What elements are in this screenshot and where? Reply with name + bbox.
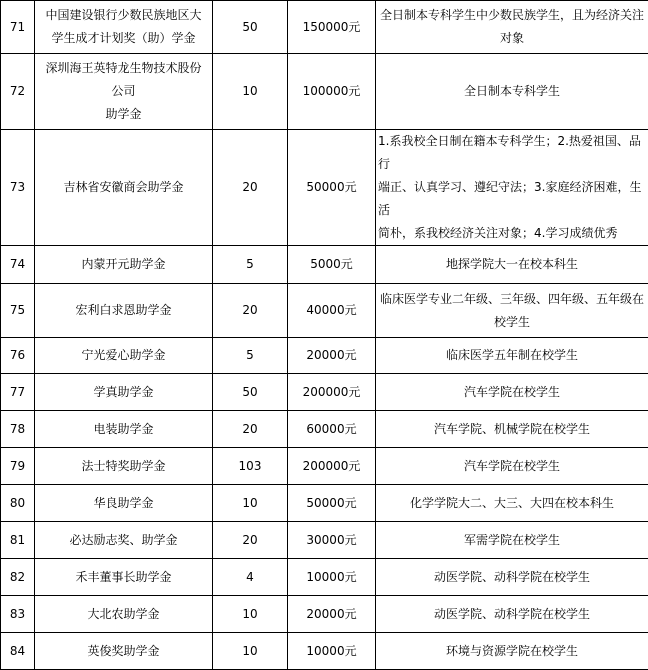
recipient-count-cell (213, 54, 288, 130)
eligible-recipients: 临床医学专业二年级、三年级、四年级、五年级在 校学生 (380, 292, 644, 329)
eligible-recipients-cell (376, 448, 648, 485)
scholarship-name: 大北农助学金 (87, 607, 159, 621)
scholarship-name: 法士特奖助学金 (81, 459, 165, 473)
eligible-recipients-cell (376, 633, 648, 670)
eligible-recipients-cell (376, 411, 648, 448)
scholarship-name-cell (35, 559, 213, 596)
scholarship-name: 英俊奖助学金 (87, 644, 159, 658)
scholarship-name: 学真助学金 (93, 385, 153, 399)
table-row (1, 130, 648, 246)
total-amount-cell (288, 485, 376, 522)
recipient-count: 20 (242, 533, 257, 547)
recipient-count-cell (213, 1, 288, 54)
total-amount-cell (288, 284, 376, 338)
eligible-recipients: 军需学院在校学生 (464, 533, 560, 547)
row-number: 77 (10, 385, 25, 399)
eligible-recipients: 环境与资源学院在校学生 (446, 644, 578, 658)
eligible-recipients-cell (376, 485, 648, 522)
total-amount-cell (288, 596, 376, 633)
row-number-cell (1, 284, 35, 338)
recipient-count: 20 (242, 180, 257, 194)
table-row (1, 374, 648, 411)
row-number-cell (1, 1, 35, 54)
total-amount-cell (288, 559, 376, 596)
table-row (1, 246, 648, 284)
recipient-count-cell (213, 374, 288, 411)
recipient-count-cell (213, 633, 288, 670)
table-row (1, 633, 648, 670)
recipient-count: 5 (246, 257, 254, 271)
scholarship-name-cell (35, 54, 213, 130)
row-number-cell (1, 448, 35, 485)
recipient-count: 10 (242, 607, 257, 621)
table-row (1, 284, 648, 338)
table-row (1, 448, 648, 485)
recipient-count-cell (213, 338, 288, 374)
row-number: 84 (10, 644, 25, 658)
eligible-recipients-cell (376, 284, 648, 338)
total-amount: 200000元 (303, 385, 361, 399)
total-amount: 30000元 (306, 533, 356, 547)
row-number: 76 (10, 348, 25, 362)
table-row (1, 1, 648, 54)
recipient-count-cell (213, 448, 288, 485)
eligible-recipients: 地探学院大一在校本科生 (446, 257, 578, 271)
eligible-recipients: 汽车学院在校学生 (464, 459, 560, 473)
table-row (1, 338, 648, 374)
table-row (1, 522, 648, 559)
scholarship-name: 宁光爱心助学金 (81, 348, 165, 362)
row-number: 83 (10, 607, 25, 621)
eligible-recipients-cell (376, 1, 648, 54)
total-amount: 50000元 (306, 180, 356, 194)
recipient-count: 103 (239, 459, 262, 473)
scholarship-name-cell (35, 411, 213, 448)
total-amount: 20000元 (306, 348, 356, 362)
total-amount-cell (288, 633, 376, 670)
scholarship-name-cell (35, 485, 213, 522)
recipient-count: 20 (242, 303, 257, 317)
row-number: 82 (10, 570, 25, 584)
scholarship-name-cell (35, 246, 213, 284)
eligible-recipients: 1.系我校全日制在籍本专科学生；2.热爱祖国、品行 端正、认真学习、遵纪守法；3.家庭经济困难，生活 简朴，系我校经济关注对象；4.学习成绩优秀 (378, 134, 641, 240)
total-amount: 200000元 (303, 459, 361, 473)
row-number: 81 (10, 533, 25, 547)
recipient-count-cell (213, 559, 288, 596)
recipient-count-cell (213, 522, 288, 559)
scholarship-name-cell (35, 374, 213, 411)
recipient-count: 10 (242, 644, 257, 658)
scholarship-name-cell (35, 522, 213, 559)
eligible-recipients-cell (376, 596, 648, 633)
eligible-recipients: 临床医学五年制在校学生 (446, 348, 578, 362)
recipient-count: 10 (242, 496, 257, 510)
eligible-recipients-cell (376, 374, 648, 411)
eligible-recipients-cell (376, 54, 648, 130)
row-number-cell (1, 338, 35, 374)
recipient-count: 50 (242, 20, 257, 34)
total-amount-cell (288, 54, 376, 130)
row-number-cell (1, 522, 35, 559)
table-row (1, 485, 648, 522)
scholarship-name: 内蒙开元助学金 (81, 257, 165, 271)
row-number: 79 (10, 459, 25, 473)
row-number-cell (1, 246, 35, 284)
recipient-count-cell (213, 284, 288, 338)
scholarship-name-cell (35, 284, 213, 338)
row-number-cell (1, 130, 35, 246)
eligible-recipients: 化学学院大二、大三、大四在校本科生 (410, 496, 614, 510)
eligible-recipients: 动医学院、动科学院在校学生 (434, 607, 590, 621)
total-amount: 150000元 (303, 20, 361, 34)
row-number-cell (1, 633, 35, 670)
total-amount-cell (288, 338, 376, 374)
scholarship-name: 禾丰董事长助学金 (75, 570, 171, 584)
total-amount: 20000元 (306, 607, 356, 621)
recipient-count: 50 (242, 385, 257, 399)
row-number: 74 (10, 257, 25, 271)
recipient-count-cell (213, 485, 288, 522)
scholarship-name: 深圳海王英特龙生物技术股份 公司 助学金 (45, 61, 201, 121)
table-body (1, 1, 648, 670)
total-amount: 50000元 (306, 496, 356, 510)
scholarship-name-cell (35, 448, 213, 485)
row-number: 73 (10, 180, 25, 194)
row-number: 78 (10, 422, 25, 436)
scholarship-name: 电装助学金 (93, 422, 153, 436)
eligible-recipients-cell (376, 559, 648, 596)
recipient-count-cell (213, 130, 288, 246)
total-amount: 60000元 (306, 422, 356, 436)
row-number-cell (1, 485, 35, 522)
row-number-cell (1, 596, 35, 633)
total-amount: 5000元 (310, 257, 353, 271)
row-number: 75 (10, 303, 25, 317)
eligible-recipients: 全日制本专科学生中少数民族学生，且为经济关注 对象 (380, 8, 644, 45)
scholarship-name: 宏利白求恩助学金 (75, 303, 171, 317)
scholarship-name-cell (35, 596, 213, 633)
eligible-recipients: 汽车学院在校学生 (464, 385, 560, 399)
eligible-recipients-cell (376, 246, 648, 284)
recipient-count: 4 (246, 570, 254, 584)
table-row (1, 411, 648, 448)
scholarship-name-cell (35, 1, 213, 54)
total-amount-cell (288, 1, 376, 54)
eligible-recipients-cell (376, 522, 648, 559)
recipient-count: 10 (242, 84, 257, 98)
total-amount-cell (288, 246, 376, 284)
total-amount-cell (288, 130, 376, 246)
row-number-cell (1, 374, 35, 411)
scholarship-name: 华良助学金 (93, 496, 153, 510)
recipient-count: 20 (242, 422, 257, 436)
row-number: 80 (10, 496, 25, 510)
total-amount: 40000元 (306, 303, 356, 317)
row-number-cell (1, 54, 35, 130)
total-amount-cell (288, 448, 376, 485)
eligible-recipients: 汽车学院、机械学院在校学生 (434, 422, 590, 436)
scholarship-name-cell (35, 633, 213, 670)
table-row (1, 596, 648, 633)
eligible-recipients: 全日制本专科学生 (464, 84, 560, 98)
scholarship-name: 必达励志奖、助学金 (69, 533, 177, 547)
scholarship-name-cell (35, 130, 213, 246)
row-number: 71 (10, 20, 25, 34)
recipient-count: 5 (246, 348, 254, 362)
recipient-count-cell (213, 246, 288, 284)
total-amount: 10000元 (306, 644, 356, 658)
scholarship-name: 吉林省安徽商会助学金 (63, 180, 183, 194)
eligible-recipients-cell (376, 338, 648, 374)
total-amount: 100000元 (303, 84, 361, 98)
scholarship-name-cell (35, 338, 213, 374)
table-row (1, 54, 648, 130)
total-amount-cell (288, 411, 376, 448)
recipient-count-cell (213, 411, 288, 448)
total-amount-cell (288, 374, 376, 411)
row-number-cell (1, 411, 35, 448)
table-row (1, 559, 648, 596)
recipient-count-cell (213, 596, 288, 633)
total-amount-cell (288, 522, 376, 559)
total-amount: 10000元 (306, 570, 356, 584)
eligible-recipients-cell (376, 130, 648, 246)
eligible-recipients: 动医学院、动科学院在校学生 (434, 570, 590, 584)
row-number: 72 (10, 84, 25, 98)
row-number-cell (1, 559, 35, 596)
scholarship-name: 中国建设银行少数民族地区大 学生成才计划奖（助）学金 (45, 8, 201, 45)
